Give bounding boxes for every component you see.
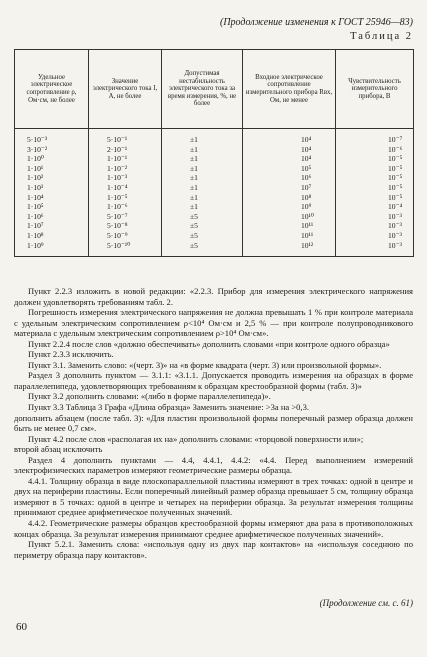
table-label: Таблица 2 <box>350 31 413 42</box>
cell-resistivity: 3·10⁻² <box>15 145 89 155</box>
cell-resistivity: 1·10⁹ <box>15 241 89 257</box>
table-body <box>15 129 414 257</box>
header-input-resistance: Входное электрическое сопротивление измерительного прибора Rвх, Ом, не менее <box>243 50 336 129</box>
paragraph-4-2-second: второй абзац исключить <box>14 444 103 455</box>
cell-sensitivity: 10⁻³ <box>336 221 414 231</box>
cell-resistivity: 1·10⁶ <box>15 212 89 222</box>
cell-sensitivity: 10⁻⁵ <box>336 164 414 174</box>
cell-current: 1·10⁻⁴ <box>89 183 162 193</box>
header-instability: Допустимая нестабильность электрического тока за время измерения, %, не более <box>162 50 243 129</box>
paragraph-4-4-1: 4.4.1. Толщину образца в виде плоскопараллельной пластины измеряют в трех точках: одной в центре и двух на периферии пластины. Если поперечный линейный размер образца превышает 5 см, толщину образца измеряют в 5 точках: одной в центре и четырех на периферии образца. За результат измерения толщины принимают среднее арифметическое полученных значений. <box>14 475 413 518</box>
cell-instability: ±1 <box>162 129 243 145</box>
cell-sensitivity: 10⁻³ <box>336 231 414 241</box>
cell-current: 1·10⁻³ <box>89 173 162 183</box>
cell-input-resistance: 10¹⁰ <box>243 212 336 222</box>
table-container <box>14 49 413 257</box>
table-row <box>15 183 414 193</box>
cell-input-resistance: 10¹¹ <box>243 231 336 241</box>
table-row <box>15 193 414 203</box>
cell-resistivity: 1·10¹ <box>15 164 89 174</box>
cell-instability: ±1 <box>162 173 243 183</box>
cell-sensitivity: 10⁻⁵ <box>336 193 414 203</box>
paragraph-4-2: Пункт 4.2 после слов «располагая их на» дополнить словами: «торцовой поверхности или»; <box>28 433 364 444</box>
cell-resistivity: 1·10⁴ <box>15 193 89 203</box>
cell-input-resistance: 10⁵ <box>243 164 336 174</box>
cell-sensitivity: 10⁻⁷ <box>336 129 414 145</box>
cell-input-resistance: 10⁶ <box>243 173 336 183</box>
cell-input-resistance: 10⁹ <box>243 202 336 212</box>
paragraph-3-2: Пункт 3.2 дополнить словами: «(либо в форме параллелепипеда)». <box>28 391 271 402</box>
continuation-footer: (Продолжение см. с. 61) <box>319 598 413 608</box>
cell-sensitivity: 10⁻⁵ <box>336 173 414 183</box>
table-row <box>15 164 414 174</box>
cell-input-resistance: 10⁴ <box>243 145 336 155</box>
header-resistivity: Удельное электрическое сопротивление ρ, Ом·см, не более <box>15 50 89 129</box>
cell-current: 1·10⁻² <box>89 164 162 174</box>
cell-instability: ±1 <box>162 202 243 212</box>
paragraph-5-2-1: Пункт 5.2.1. Заменить слова: «используя одну из двух пар контактов» на «используя соседнюю по периметру образца пару контактов». <box>14 539 413 560</box>
continuation-header: (Продолжение изменения к ГОСТ 25946—83) <box>220 17 413 28</box>
page-number: 60 <box>16 621 27 633</box>
spec-table <box>14 49 414 257</box>
cell-sensitivity: 10⁻⁶ <box>336 145 414 155</box>
cell-sensitivity: 10⁻⁵ <box>336 154 414 164</box>
cell-instability: ±1 <box>162 145 243 155</box>
paragraph-3-3: Пункт 3.3 Таблица 3 Графа «Длина образца» Заменить значение: >3a на >0,3. <box>28 402 309 413</box>
table-row <box>15 202 414 212</box>
cell-instability: ±5 <box>162 241 243 257</box>
cell-sensitivity: 10⁻⁴ <box>336 202 414 212</box>
cell-resistivity: 1·10⁸ <box>15 231 89 241</box>
cell-instability: ±1 <box>162 183 243 193</box>
cell-current: 1·10⁻¹ <box>89 154 162 164</box>
cell-instability: ±1 <box>162 193 243 203</box>
paragraph-3-1-1: Раздел 3 дополнить пунктом — 3.1.1: «3.1.1. Допускается проводить измерения на образцах в форме параллелепипеда, удовлетворяющих требованиям к образцам крестообразной формы (табл. 3)» <box>14 370 413 391</box>
table-row <box>15 231 414 241</box>
table-row <box>15 154 414 164</box>
cell-input-resistance: 10⁴ <box>243 129 336 145</box>
cell-current: 5·10⁻⁷ <box>89 212 162 222</box>
cell-instability: ±5 <box>162 231 243 241</box>
cell-instability: ±5 <box>162 221 243 231</box>
header-sensitivity: Чувствительность измерительного прибора, В <box>336 50 414 129</box>
table-row <box>15 129 414 145</box>
cell-input-resistance: 10⁸ <box>243 193 336 203</box>
table-header-row <box>15 50 414 129</box>
table-head <box>15 50 414 129</box>
cell-resistivity: 1·10⁰ <box>15 154 89 164</box>
cell-current: 5·10⁻⁹ <box>89 231 162 241</box>
cell-current: 5·10⁻¹⁰ <box>89 241 162 257</box>
table-row <box>15 212 414 222</box>
paragraph-3-3-addendum: дополнить абзацем (после табл. 3): «Для пластин произвольной формы поперечный размер образца должен быть не менее 0,7 см». <box>14 412 413 434</box>
cell-resistivity: 5·10⁻³ <box>15 129 89 145</box>
cell-instability: ±5 <box>162 212 243 222</box>
table-row <box>15 145 414 155</box>
cell-current: 5·10⁻¹ <box>89 129 162 145</box>
paragraph-2-2-3: Пункт 2.2.3 изложить в новой редакции: «2.2.3. Прибор для измерения электрического напряжения должен удовлетворять требованиям табл. 2. <box>14 286 413 307</box>
cell-input-resistance: 10⁴ <box>243 154 336 164</box>
cell-current: 1·10⁻⁶ <box>89 202 162 212</box>
cell-sensitivity: 10⁻⁵ <box>336 183 414 193</box>
cell-resistivity: 1·10⁷ <box>15 221 89 231</box>
cell-sensitivity: 10⁻³ <box>336 241 414 257</box>
cell-instability: ±1 <box>162 164 243 174</box>
cell-current: 5·10⁻⁸ <box>89 221 162 231</box>
cell-resistivity: 1·10³ <box>15 183 89 193</box>
paragraph-4-4: Раздел 4 дополнить пунктами — 4.4, 4.4.1, 4.4.2: «4.4. Перед выполнением измерений электрофизических параметров измеряют геометрические размеры образца. <box>14 454 413 476</box>
paragraph-3-1: Пункт 3.1. Заменить слово: «(черт. 3)» на «в форме квадрата (черт. 3) или произвольной формы». <box>28 359 382 370</box>
cell-instability: ±1 <box>162 154 243 164</box>
cell-sensitivity: 10⁻³ <box>336 212 414 222</box>
paragraph-4-4-2: 4.4.2. Геометрические размеры образцов крестообразной формы измеряют два раза в противоположных концах образца. За результат измерения принимают среднее арифметическое полученных значений». <box>14 518 413 539</box>
table-row <box>15 221 414 231</box>
header-current: Значение электрического тока I, А, не более <box>89 50 162 129</box>
cell-resistivity: 1·10² <box>15 173 89 183</box>
cell-input-resistance: 10¹² <box>243 241 336 257</box>
paragraph-2-2-4: Пункт 2.2.4 после слов «должно обеспечивать» дополнить словами «при контроле одного образца» <box>28 338 390 349</box>
cell-current: 1·10⁻⁵ <box>89 193 162 203</box>
cell-input-resistance: 10¹¹ <box>243 221 336 231</box>
paragraph-2-3-3: Пункт 2.3.3 исключить. <box>28 349 114 360</box>
table-row <box>15 173 414 183</box>
amendment-text <box>14 286 413 560</box>
paragraph-error-limits: Погрешность измерения электрического напряжения не должна превышать 1 % при контроле материала с удельным электрическим сопротивлением ρ<10⁴ Ом·см и 2,5 % — при контроле полупроводникового материала с удельным электрическим сопротивлением ρ>10⁴ Ом·см». <box>14 307 413 339</box>
cell-resistivity: 1·10⁵ <box>15 202 89 212</box>
table-row <box>15 241 414 257</box>
cell-current: 2·10⁻¹ <box>89 145 162 155</box>
cell-input-resistance: 10⁷ <box>243 183 336 193</box>
